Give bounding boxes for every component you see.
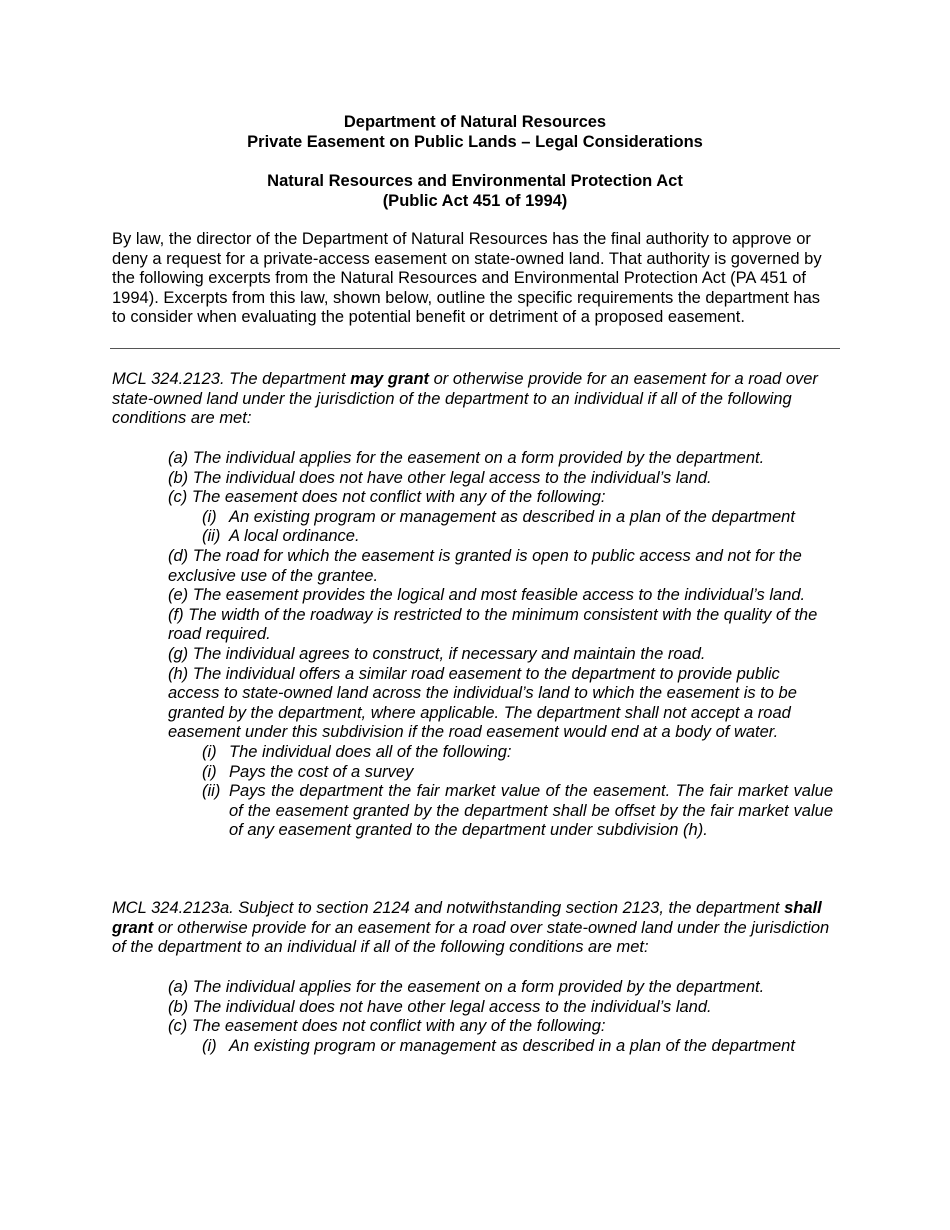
section-2-conditions <box>168 978 833 1056</box>
condition-item: (b) The individual does not have other legal access to the individual’s land. <box>168 468 712 487</box>
document-title: Private Easement on Public Lands – Legal Considerations <box>247 133 703 151</box>
condition-item: (a) The individual applies for the easement on a form provided by the department. <box>168 449 765 467</box>
section-2-lead-post: or otherwise provide for an easement for a road over state-owned land under the jurisdiction of the department to an individual if all of the following conditions are met: <box>112 918 830 957</box>
sub-condition-number: (ii) <box>202 527 221 546</box>
condition-item: (a) The individual applies for the easement on a form provided by the department. <box>168 978 765 996</box>
condition-item: (g) The individual agrees to construct, if necessary and maintain the road. <box>168 644 706 663</box>
act-title: Natural Resources and Environmental Protection Act <box>267 172 683 190</box>
condition-item: (f) The width of the roadway is restricted to the minimum consistent with the quality of the road required. <box>168 605 818 644</box>
section-2-lead-bold: shall grant <box>112 899 822 937</box>
sub-condition-item <box>168 782 833 841</box>
sub-condition-text: A local ordinance. <box>229 527 360 546</box>
act-number: (Public Act 451 of 1994) <box>382 192 568 210</box>
sub-condition-text: An existing program or management as described in a plan of the department <box>229 507 795 526</box>
sub-condition-number: (i) <box>202 762 217 781</box>
sub-condition-text: The individual does all of the following: <box>229 742 512 761</box>
condition-item: (h) The individual offers a similar road easement to the department to provide public access to state-owned land across the individual’s land to which the easement is to be granted by the department, where applicable. The department shall not accept a road easement under this subdivision if the road easement would end at a body of water. <box>168 664 797 742</box>
section-2-lead <box>112 899 832 958</box>
sub-condition-item <box>168 743 833 763</box>
sub-condition-text: An existing program or management as described in a plan of the department <box>229 1036 795 1055</box>
section-1-lead-post: or otherwise provide for an easement for a road over state-owned land under the jurisdiction of the department to an individual if all of the following conditions are met: <box>112 370 818 428</box>
sub-condition-number: (ii) <box>202 782 221 801</box>
sub-condition-text: Pays the department the fair market value of the easement. The fair market value of the easement granted by the department shall be offset by the fair market value of any easement granted to the department under subdivision (h). <box>229 782 833 840</box>
condition-item: (b) The individual does not have other legal access to the individual’s land. <box>168 997 712 1016</box>
condition-item: (e) The easement provides the logical and most feasible access to the individual’s land. <box>168 586 806 605</box>
sub-condition-text: Pays the cost of a survey <box>229 762 414 781</box>
section-1-conditions <box>168 449 833 841</box>
condition-item: (d) The road for which the easement is granted is open to public access and not for the exclusive use of the grantee. <box>168 546 802 585</box>
intro-paragraph: By law, the director of the Department of Natural Resources has the final authority to approve or deny a request for a private-access easement on state-owned land. That authority is governed by the following excerpts from the Natural Resources and Environmental Protection Act (PA 451 of 1994). Excerpts from this law, shown below, outline the specific requirements the department has to consider when evaluating the potential benefit or detriment of a proposed easement. <box>112 230 822 327</box>
sub-condition-item <box>168 508 833 528</box>
department-title: Department of Natural Resources <box>343 113 607 131</box>
sub-condition-number: (i) <box>202 1036 217 1055</box>
sub-condition-number: (i) <box>202 507 217 526</box>
section-divider <box>110 348 840 349</box>
sub-condition-item <box>168 763 833 783</box>
section-2-lead-pre: MCL 324.2123a. Subject to section 2124 and notwithstanding section 2123, the department <box>112 899 785 917</box>
sub-condition-item <box>168 527 833 547</box>
sub-condition-item <box>168 1037 833 1057</box>
condition-item: (c) The easement does not conflict with any of the following: <box>168 488 606 507</box>
section-1-lead <box>112 370 832 429</box>
condition-item: (c) The easement does not conflict with any of the following: <box>168 1017 606 1036</box>
section-1-lead-pre: MCL 324.2123. The department <box>112 370 351 388</box>
sub-condition-number: (i) <box>202 742 217 761</box>
section-1-lead-bold: may grant <box>350 370 430 388</box>
